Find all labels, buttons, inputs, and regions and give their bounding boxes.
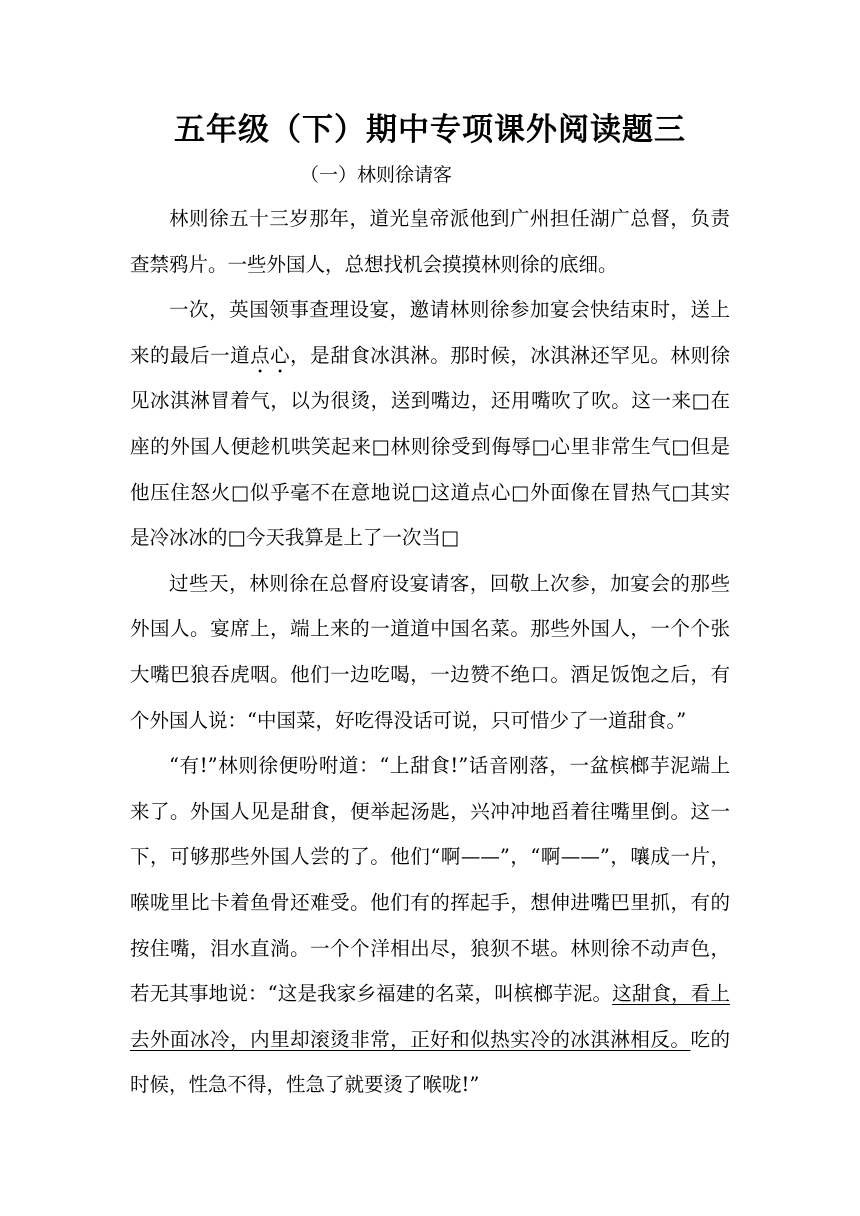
paragraph-4-text-b: 吃的时候，性急不得，性急了就要烫了喉咙!”: [130, 1027, 730, 1097]
paragraph-2: [130, 287, 730, 561]
passage-subtitle: （一）林则徐请客: [300, 164, 453, 186]
page-title: 五年级（下）期中专项课外阅读题三: [174, 112, 686, 148]
paragraph-2-text-a: 一次，英国领事查理设宴，邀请林则徐参加宴会快结束时，送上来的最后一道: [130, 298, 730, 367]
underlined-sentence: 这甜食，看上去外面冰冷，内里却滚烫非常，正好和似热实冷的冰淇淋相反。: [130, 982, 730, 1051]
paragraph-4-text-a: “有!”林则徐便吩咐道：“上甜食!”话音刚落，一盆槟榔芋泥端上来了。外国人见是甜食，便举起汤匙，兴冲冲地舀着往嘴里倒。这一下，可够那些外国人尝的了。他们“啊——”，“啊——”，嚷成一片，喉咙里比卡着鱼骨还难受。他们有的挥起手，想伸进嘴巴里抓，有的按住嘴，泪水直淌。一个个洋相出尽，狼狈不堪。林则徐不动声色，若无其事地说：“这是我家乡福建的名菜，叫槟榔芋泥。: [130, 754, 730, 1006]
emphasis-dotted-word: 点心: [250, 343, 291, 367]
paragraph-1: 林则徐五十三岁那年，道光皇帝派他到广州担任湖广总督，负责查禁鸦片。一些外国人，总想找机会摸摸林则徐的底细。: [130, 207, 730, 276]
passage-body: [130, 196, 730, 1108]
paragraph-3: 过些天，林则徐在总督府设宴请客，回敬上次参，加宴会的那些外国人。宴席上，端上来的一道道中国名菜。那些外国人，一个个张大嘴巴狼吞虎咽。他们一边吃喝，一边赞不绝口。酒足饭饱之后，有个外国人说：“中国菜，好吃得没话可说，只可惜少了一道甜食。”: [130, 571, 730, 732]
paragraph-2-text-b: ，是甜食冰淇淋。那时候，冰淇淋还罕见。林则徐见冰淇淋冒着气，以为很烫，送到嘴边，还用嘴吹了吹。这一来□在座的外国人便趁机哄笑起来□林则徐受到侮辱□心里非常生气□但是他压住怒火□似乎毫不在意地说□这道点心□外面像在冒热气□其实是冷冰冰的□今天我算是上了一次当□: [130, 343, 730, 550]
paragraph-4: [130, 743, 730, 1108]
